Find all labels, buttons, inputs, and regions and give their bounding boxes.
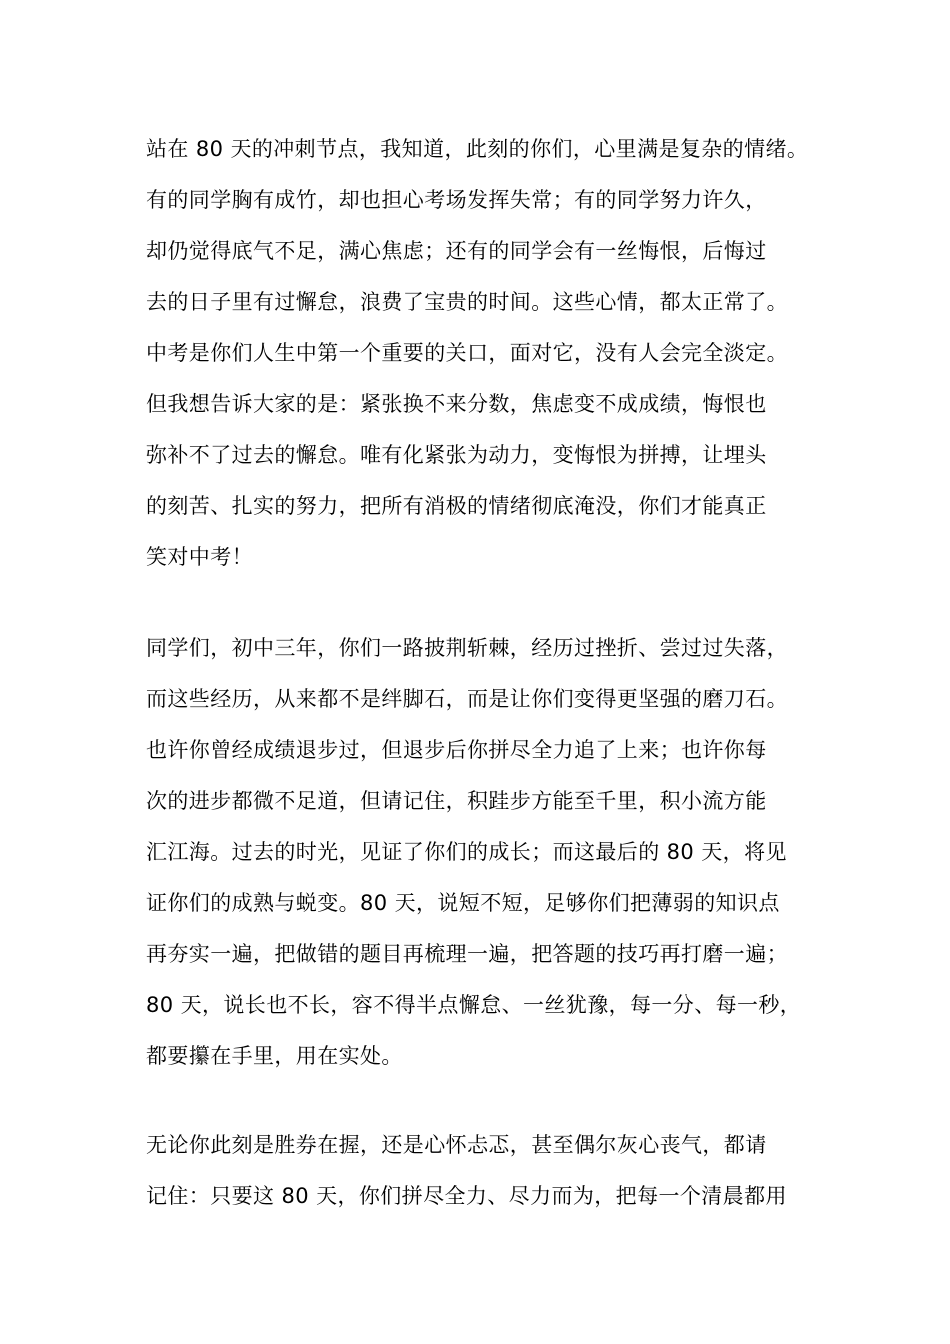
text-line: 站在 80 天的冲刺节点，我知道，此刻的你们，心里满是复杂的情绪。 (146, 137, 809, 161)
text-line: 记住：只要这 80 天，你们拼尽全力、尽力而为，把每一个清晨都用 (146, 1184, 787, 1208)
text-line: 弥补不了过去的懈怠。唯有化紧张为动力，变悔恨为拼搏，让埋头 (146, 443, 767, 467)
text-line: 次的进步都微不足道，但请记住，积跬步方能至千里，积小流方能 (146, 789, 767, 813)
text-line: 同学们，初中三年，你们一路披荆斩棘，经历过挫折、尝过过失落， (146, 636, 788, 660)
text-line: 的刻苦、扎实的努力，把所有消极的情绪彻底淹没，你们才能真正 (146, 494, 767, 518)
text-line: 无论你此刻是胜券在握，还是心怀忐忑，甚至偶尔灰心丧气，都请 (146, 1133, 767, 1157)
text-line: 都要攥在手里，用在实处。 (146, 1044, 403, 1068)
text-line: 再夯实一遍，把做错的题目再梳理一遍，把答题的技巧再打磨一遍； (146, 942, 788, 966)
text-line: 中考是你们人生中第一个重要的关口，面对它，没有人会完全淡定。 (146, 341, 788, 365)
text-line: 证你们的成熟与蜕变。80 天，说短不短，足够你们把薄弱的知识点 (146, 891, 780, 915)
text-line: 汇江海。过去的时光，见证了你们的成长；而这最后的 80 天，将见 (146, 840, 787, 864)
text-line: 有的同学胸有成竹，却也担心考场发挥失常；有的同学努力许久， (146, 188, 767, 212)
text-line: 而这些经历，从来都不是绊脚石，而是让你们变得更坚强的磨刀石。 (146, 687, 788, 711)
text-line: 80 天，说长也不长，容不得半点懈怠、一丝犹豫，每一分、每一秒， (146, 993, 802, 1017)
text-line: 笑对中考！ (146, 545, 253, 569)
text-line: 却仍觉得底气不足，满心焦虑；还有的同学会有一丝悔恨，后悔过 (146, 239, 767, 263)
text-line: 去的日子里有过懈怠，浪费了宝贵的时间。这些心情，都太正常了。 (146, 290, 788, 314)
text-line: 但我想告诉大家的是：紧张换不来分数，焦虑变不成成绩，悔恨也 (146, 392, 767, 416)
text-line: 也许你曾经成绩退步过，但退步后你拼尽全力追了上来；也许你每 (146, 738, 767, 762)
